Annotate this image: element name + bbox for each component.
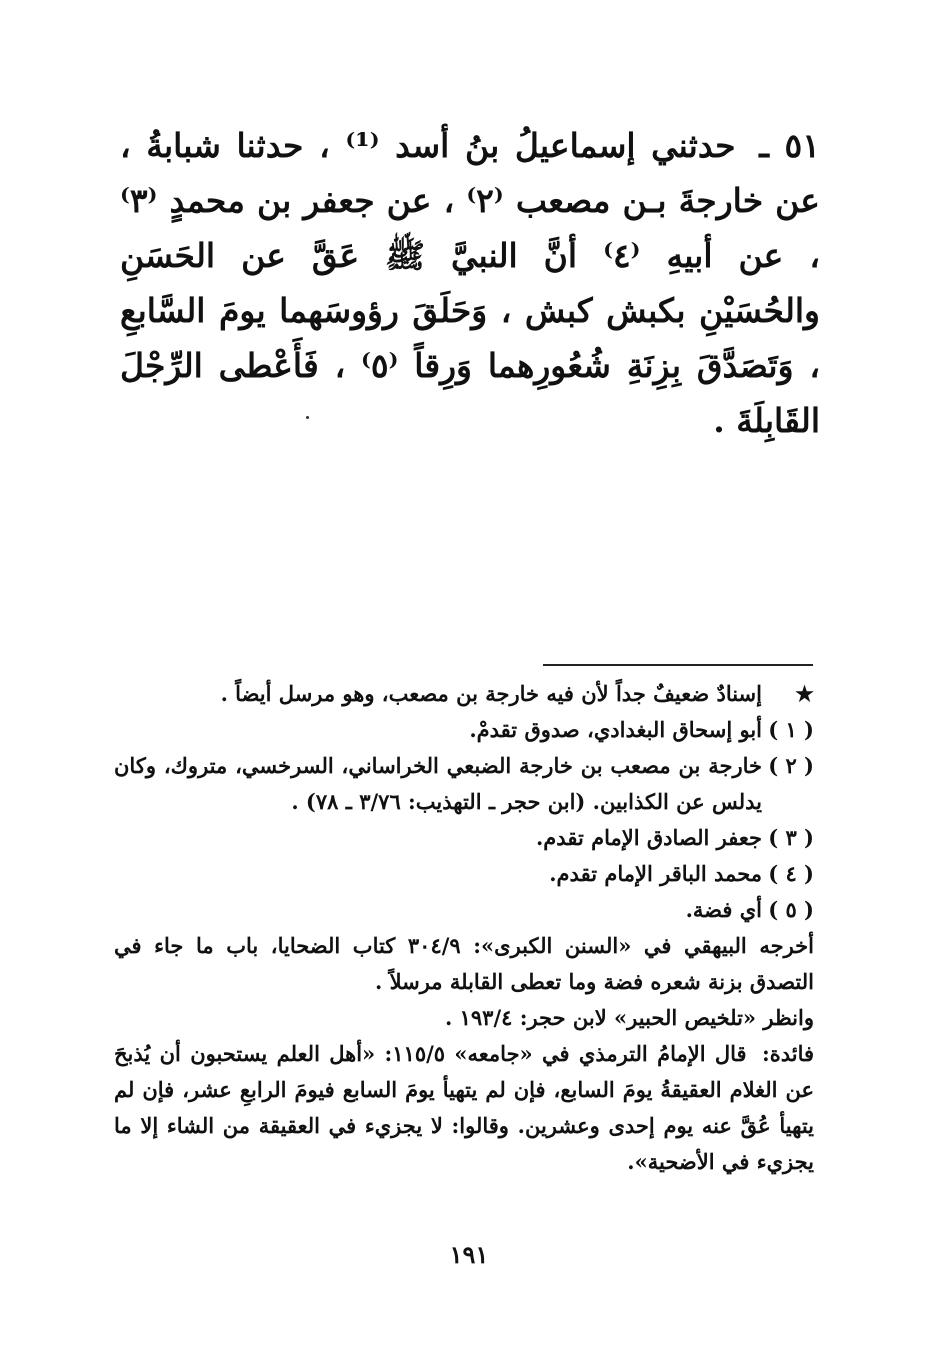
takhrij-talkhis: وانظر «تلخيص الحبير» لابن حجر: ١٩٣/٤ . <box>444 1005 814 1030</box>
footnote-star <box>114 676 814 712</box>
footnote-5 <box>114 892 814 928</box>
footnotes-section <box>114 676 814 1180</box>
hadith-number: ٥١ ـ <box>759 126 820 165</box>
footnote-1 <box>114 712 814 748</box>
footnote-marker: ( ٤ ) <box>768 861 814 886</box>
footnote-marker: ★ <box>795 681 814 706</box>
footnote-text: محمد الباقر الإمام تقدم. <box>549 861 762 886</box>
footnote-4 <box>114 856 814 892</box>
footnote-marker: ( ٢ ) <box>768 753 814 778</box>
hadith-text: حدثني إسماعيلُ بنُ أسد ⁽¹⁾ ، حدثنا شبابةُ ، عن خارجةَ بـن مصعب ⁽٢⁾ ، عن جعفر بن محمدٍ ⁽٣⁾ ، عن أبيهِ ⁽٤⁾ أنَّ النبيَّ ﷺ عَقَّ عن الحَسَنِ والحُسَيْنِ بكبش كبش ، وَحَلَقَ رؤوسَهما يومَ السَّابعِ ، وَتَصَدَّقَ بِزِنَةِ شُعُورِهما وَرِقاً ⁽٥⁾ ، فَأَعْطى الرِّجْلَ القَابِلَةَ . <box>120 126 821 440</box>
footnote-text: أبو إسحاق البغدادي، صدوق تقدمْ. <box>469 717 762 742</box>
footnote-marker: ( ٣ ) <box>768 825 814 850</box>
footnote-2 <box>114 748 814 820</box>
footnote-3 <box>114 820 814 856</box>
footnote-text: خارجة بن مصعب بن خارجة الضبعي الخراساني، السرخسي، متروك، وكان يدلس عن الكذابين. (ابن حجر ـ التهذيب: ٣/٧٦ ـ ٧٨) . <box>114 753 762 814</box>
stray-dot <box>306 416 309 419</box>
footnote-text: جعفر الصادق الإمام تقدم. <box>535 825 762 850</box>
footnote-marker: ( ١ ) <box>768 717 814 742</box>
faida-text: قال الإمامُ الترمذي في «جامعه» ١١٥/٥: «أهل العلم يستحبون أن يُذبحَ عن الغلام العقيقةُ يومَ السابع، فإن لم يتهيأ يومَ السابع فيومَ الرابعِ عشر، فإن لم يتهيأ عُقَّ عنه يوم إحدى وعشرين. وقالوا: لا يجزيء في العقيقة من الشاء إلا ما يجزيء في الأضحية». <box>114 1041 814 1174</box>
page-number: ١٩١ <box>449 1240 489 1269</box>
footnote-text: إسنادٌ ضعيفٌ جداً لأن فيه خارجة بن مصعب، وهو مرسل أيضاً . <box>220 681 762 706</box>
takhrij-bayhaqi: أخرجه البيهقي في «السنن الكبرى»: ٣٠٤/٩ كتاب الضحايا، باب ما جاء في التصدق بزنة شعره فضة وما تعطى القابلة مرسلاً . <box>114 933 814 994</box>
faida-paragraph <box>114 1036 814 1180</box>
footnote-separator <box>543 664 813 666</box>
footnote-marker: ( ٥ ) <box>768 897 814 922</box>
hadith-paragraph <box>120 118 820 448</box>
footnote-text: أي فضة. <box>685 897 762 922</box>
faida-label: فائدة: <box>761 1041 815 1066</box>
